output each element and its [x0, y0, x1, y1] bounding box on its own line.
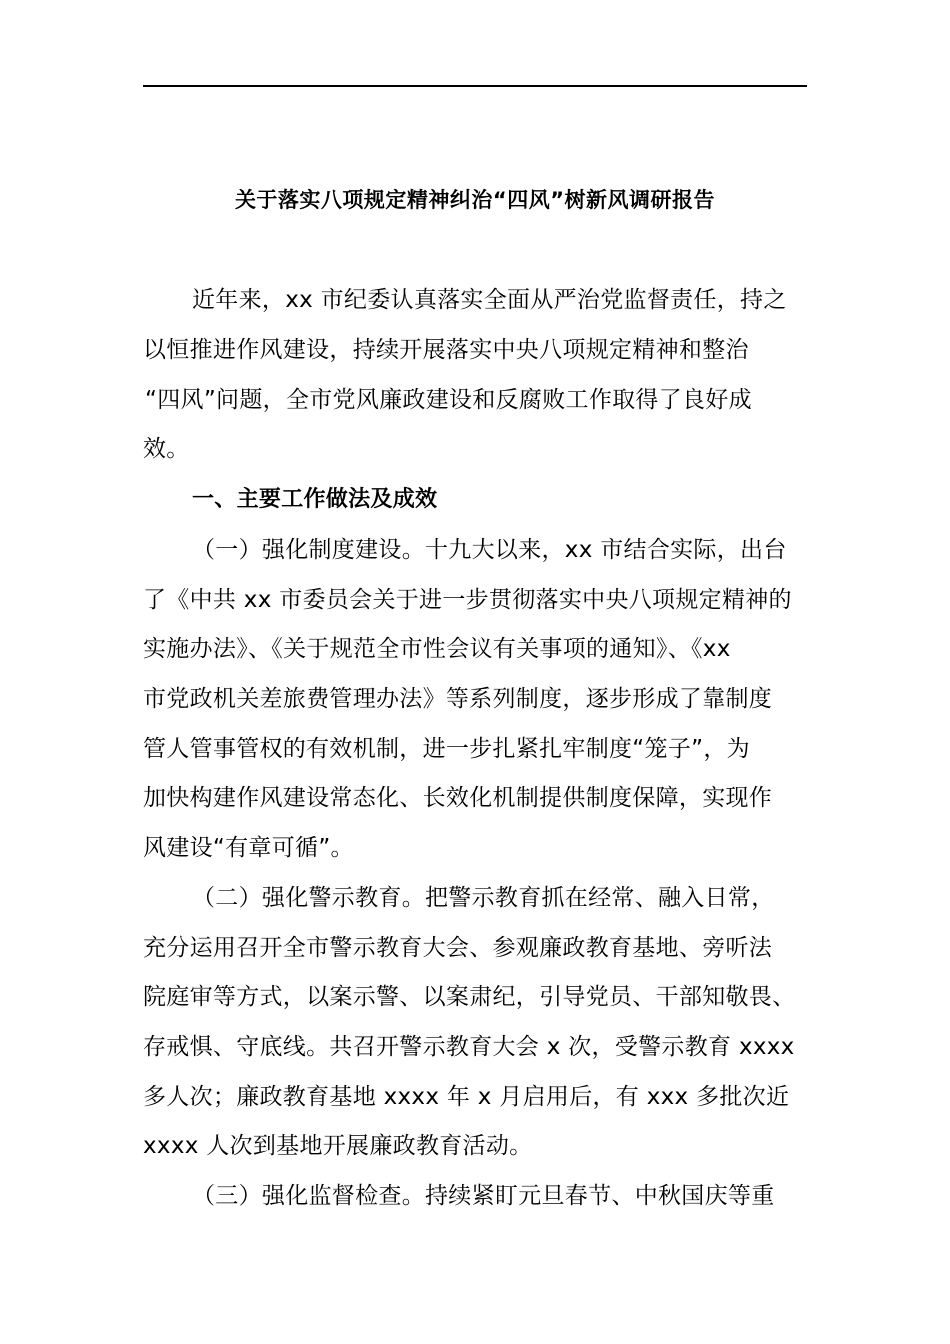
document-title: 关于落实八项规定精神纠治“四风”树新风调研报告	[234, 188, 716, 212]
paragraph-line: 院庭审等方式，以案示警、以案肃纪，引导党员、干部知敬畏、	[143, 984, 796, 1010]
paragraph-line: 实施办法》、《关于规范全市性会议有关事项的通知》、《xx	[143, 636, 731, 662]
paragraph-line: （一）强化制度建设。十九大以来，xx 市结合实际，出台	[192, 537, 787, 563]
paragraph-line: 近年来，xx 市纪委认真落实全面从严治党监督责任，持之	[192, 287, 787, 313]
header-rule	[143, 85, 807, 87]
paragraph-line: xxxx 人次到基地开展廉政教育活动。	[143, 1133, 533, 1159]
paragraph-line: 管人管事管权的有效机制，进一步扎紧扎牢制度“笼子”，为	[143, 736, 750, 762]
paragraph-line: 加快构建作风建设常态化、长效化机制提供制度保障，实现作	[143, 785, 773, 811]
paragraph-line: （二）强化警示教育。把警示教育抓在经常、融入日常，	[192, 885, 775, 911]
section-heading: 一、主要工作做法及成效	[192, 487, 438, 512]
paragraph-line: “四风”问题，全市党风廉政建设和反腐败工作取得了良好成	[145, 387, 752, 413]
paragraph-line: 以恒推进作风建设，持续开展落实中央八项规定精神和整治	[143, 337, 749, 363]
paragraph-line: 风建设“有章可循”。	[143, 835, 354, 861]
paragraph-line: 多人次；廉政教育基地 xxxx 年 x 月启用后，有 xxx 多批次近	[143, 1084, 790, 1110]
paragraph-line: 市党政机关差旅费管理办法》等系列制度，逐步形成了靠制度	[143, 686, 773, 712]
paragraph-line: 效。	[143, 436, 190, 462]
paragraph-line: 充分运用召开全市警示教育大会、参观廉政教育基地、旁听法	[143, 935, 773, 961]
paragraph-line: （三）强化监督检查。持续紧盯元旦春节、中秋国庆等重	[192, 1183, 775, 1209]
paragraph-line: 了《中共 xx 市委员会关于进一步贯彻落实中央八项规定精神的	[143, 587, 792, 613]
paragraph-line: 存戒惧、守底线。共召开警示教育大会 x 次，受警示教育 xxxx	[143, 1034, 795, 1060]
